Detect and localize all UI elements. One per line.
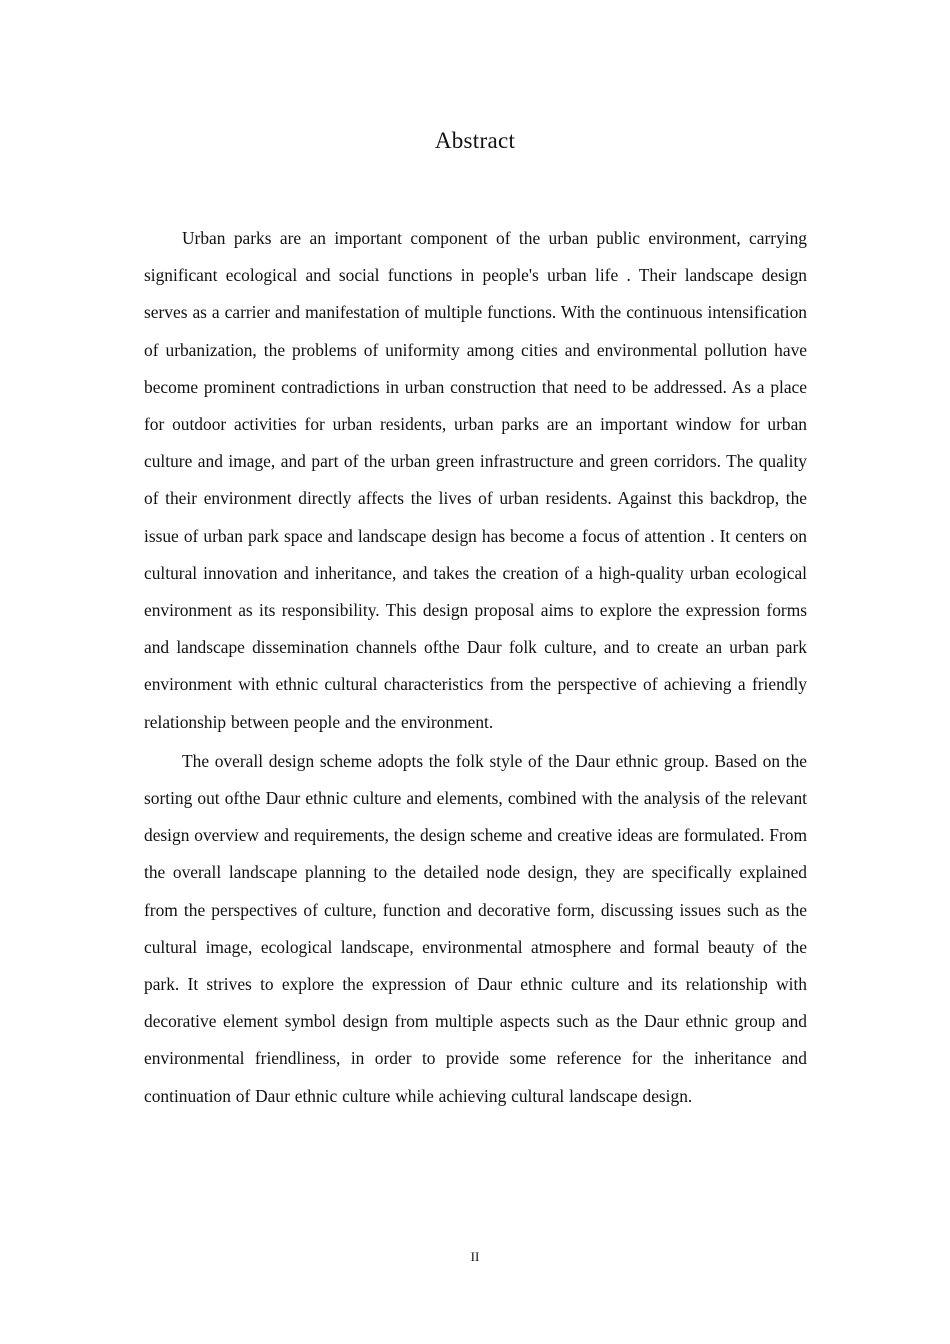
page-title: Abstract <box>434 128 516 153</box>
abstract-paragraph-2: The overall design scheme adopts the folk style of the Daur ethnic group. Based on the sorting out ofthe Daur ethnic culture and elements, combined with the analysis of the relevant design overview and requirements, the design scheme and creative ideas are formulated. From the overall landscape planning to the detailed node design, they are specifically explained from the perspectives of culture, function and decorative form, discussing issues such as the cultural image, ecological landscape, environmental atmosphere and formal beauty of the park. It strives to explore the expression of Daur ethnic culture and its relationship with decorative element symbol design from multiple aspects such as the Daur ethnic group and environmental friendliness, in order to provide some reference for the inheritance and continuation of Daur ethnic culture while achieving cultural landscape design. <box>144 750 807 1106</box>
abstract-paragraph-1: Urban parks are an important component of the urban public environment, carrying significant ecological and social functions in people's urban life . Their landscape design serves as a carrier and manifestation of multiple functions. With the continuous intensification of urbanization, the problems of uniformity among cities and environmental pollution have become prominent contradictions in urban construction that need to be addressed. As a place for outdoor activities for urban residents, urban parks are an important window for urban culture and image, and part of the urban green infrastructure and green corridors. The quality of their environment directly affects the lives of urban residents. Against this backdrop, the issue of urban park space and landscape design has become a focus of attention . It centers on cultural innovation and inheritance, and takes the creation of a high-quality urban ecological environment as its responsibility. This design proposal aims to explore the expression forms and landscape dissemination channels ofthe Daur folk culture, and to create an urban park environment with ethnic cultural characteristics from the perspective of achieving a friendly relationship between people and the environment. <box>144 228 807 732</box>
abstract-body <box>144 220 807 1117</box>
page-number: II <box>470 1249 480 1264</box>
